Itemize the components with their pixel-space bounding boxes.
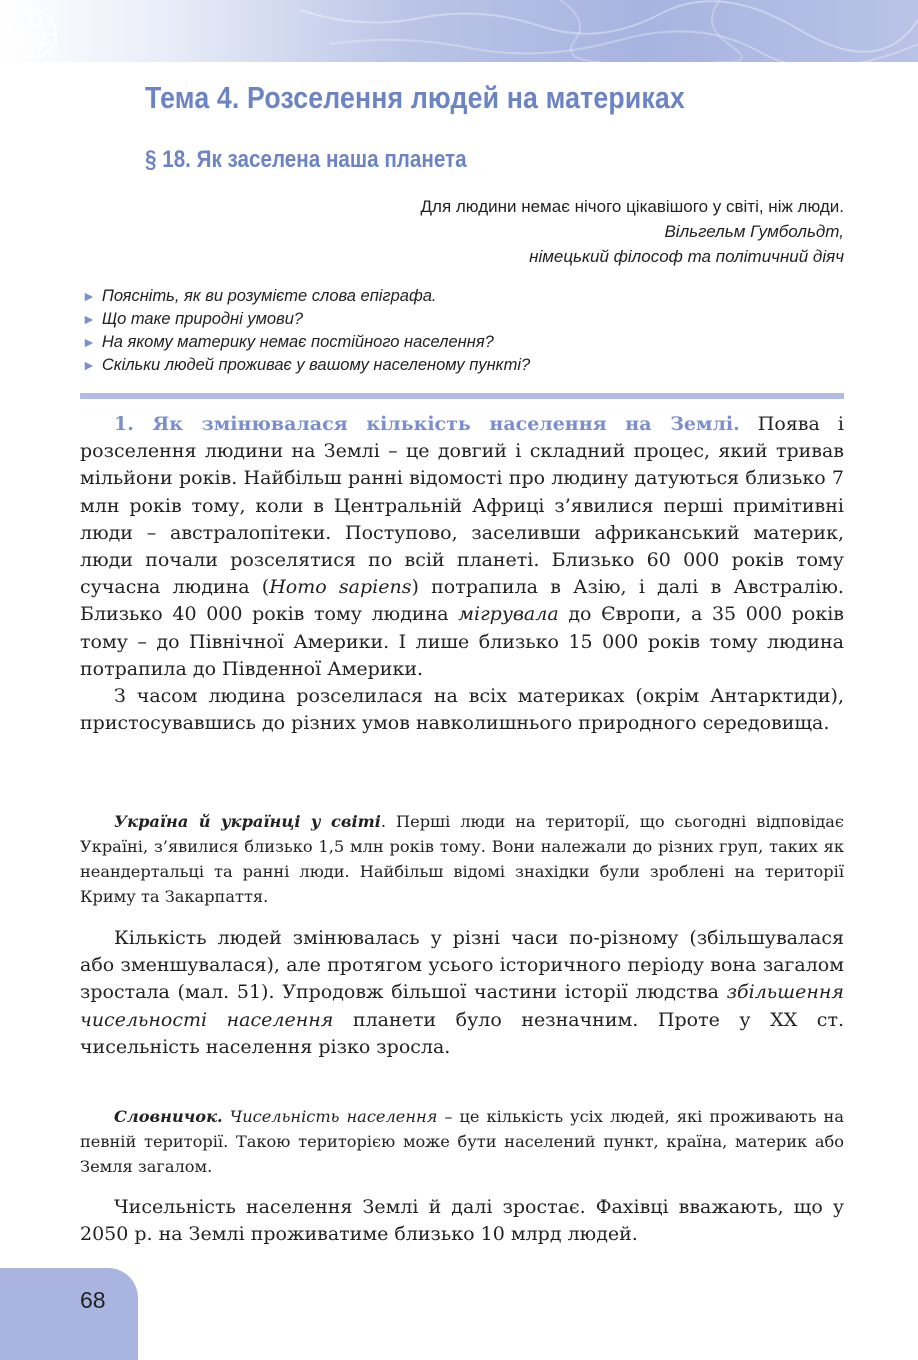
ukraine-in-world-box: Україна й українці у світі. Перші люди на території, що сьогодні відповідає Україні, з’явилися близько 1,5 млн років тому. Вони належали до різних груп, таких як неандертальці та ранні люди. Найбільш відомі знахідки були зроблені на території Криму та Закарпаття. (80, 812, 844, 906)
section-1-heading: 1. Як змінювалася кількість населення на Землі. (114, 413, 740, 435)
section-divider (80, 393, 844, 399)
glossary-term: Чисельність населення (222, 1107, 438, 1126)
page-number-tab (0, 1268, 138, 1360)
page-number: 68 (80, 1287, 106, 1313)
triangle-bullet-icon: ► (82, 334, 96, 350)
paragraph: 1. Як змінювалася кількість населення на Землі. Поява і розселення людини на Землі – це довгий і складний процес, який тривав мільйони років. Найбільш ранні відомості про людину датуються близько 7 млн років тому, коли в Центральній Африці з’явилися перші примітивні люди – австралопітеки. Поступово, заселивши африканський материк, люди почали розселятися по всій планеті. Близько 60 000 років тому сучасна людина (Homo sapiens) потрапила в Азію, і далі в Австралію. Близько 40 000 років тому людина мігрувала до Європи, а 35 000 років тому – до Північної Америки. І лише близько 15 000 років тому людина потрапила до Південної Америки. (80, 413, 844, 680)
map-decoration (0, 0, 918, 62)
final-paragraph: Чисельність населення Землі й далі зростає. Фахівці вважають, що у 2050 р. на Землі проживатиме близько 10 млрд людей. (80, 1196, 844, 1246)
question-item: ► На якому материку немає постійного населення? (82, 333, 494, 351)
top-banner (0, 0, 918, 62)
box-title: Україна й українці у світі (114, 812, 381, 831)
question-item: ► Що таке природні умови? (82, 310, 304, 328)
question-item: ► Поясніть, як ви розумієте слова епіграфа. (82, 287, 437, 305)
triangle-bullet-icon: ► (82, 311, 96, 327)
section-1-continued: Кількість людей змінювалась у різні часи по-різному (збільшувалася або зменшувалася), але протягом усього історичного періоду вона загалом зростала (мал. 51). Упродовж більшої частини історії людства збільшення чисельності населення планети було незначним. Проте у ХХ ст. чисельність населення різко зросла. (80, 927, 844, 1058)
section-title: § 18. Як заселена наша планета (145, 146, 467, 173)
epigraph (421, 194, 844, 269)
glossary-title: Словничок. (114, 1107, 223, 1126)
section-1-text (80, 411, 844, 737)
epigraph-author: Вільгельм Гумбольдт, (664, 222, 844, 241)
glossary-box: Словничок. Чисельність населення – це кількість усіх людей, які проживають на певній території. Такою територією може бути населений пункт, країна, материк або Земля загалом. (80, 1107, 844, 1176)
epigraph-quote: Для людини немає нічого цікавішого у світі, ніж люди. (420, 197, 844, 216)
triangle-bullet-icon: ► (82, 288, 96, 304)
topic-title: Тема 4. Розселення людей на материках (145, 80, 685, 115)
paragraph: З часом людина розселилася на всіх материках (окрім Антарктиди), пристосувавшись до різних умов навколишнього природного середовища. (80, 685, 844, 735)
question-list (82, 285, 530, 377)
globe-icon (4, 6, 60, 62)
triangle-bullet-icon: ► (82, 357, 96, 373)
epigraph-author-role: німецький філософ та політичний діяч (529, 247, 844, 266)
question-item: ► Скільки людей проживає у вашому населеному пункті? (82, 356, 531, 374)
